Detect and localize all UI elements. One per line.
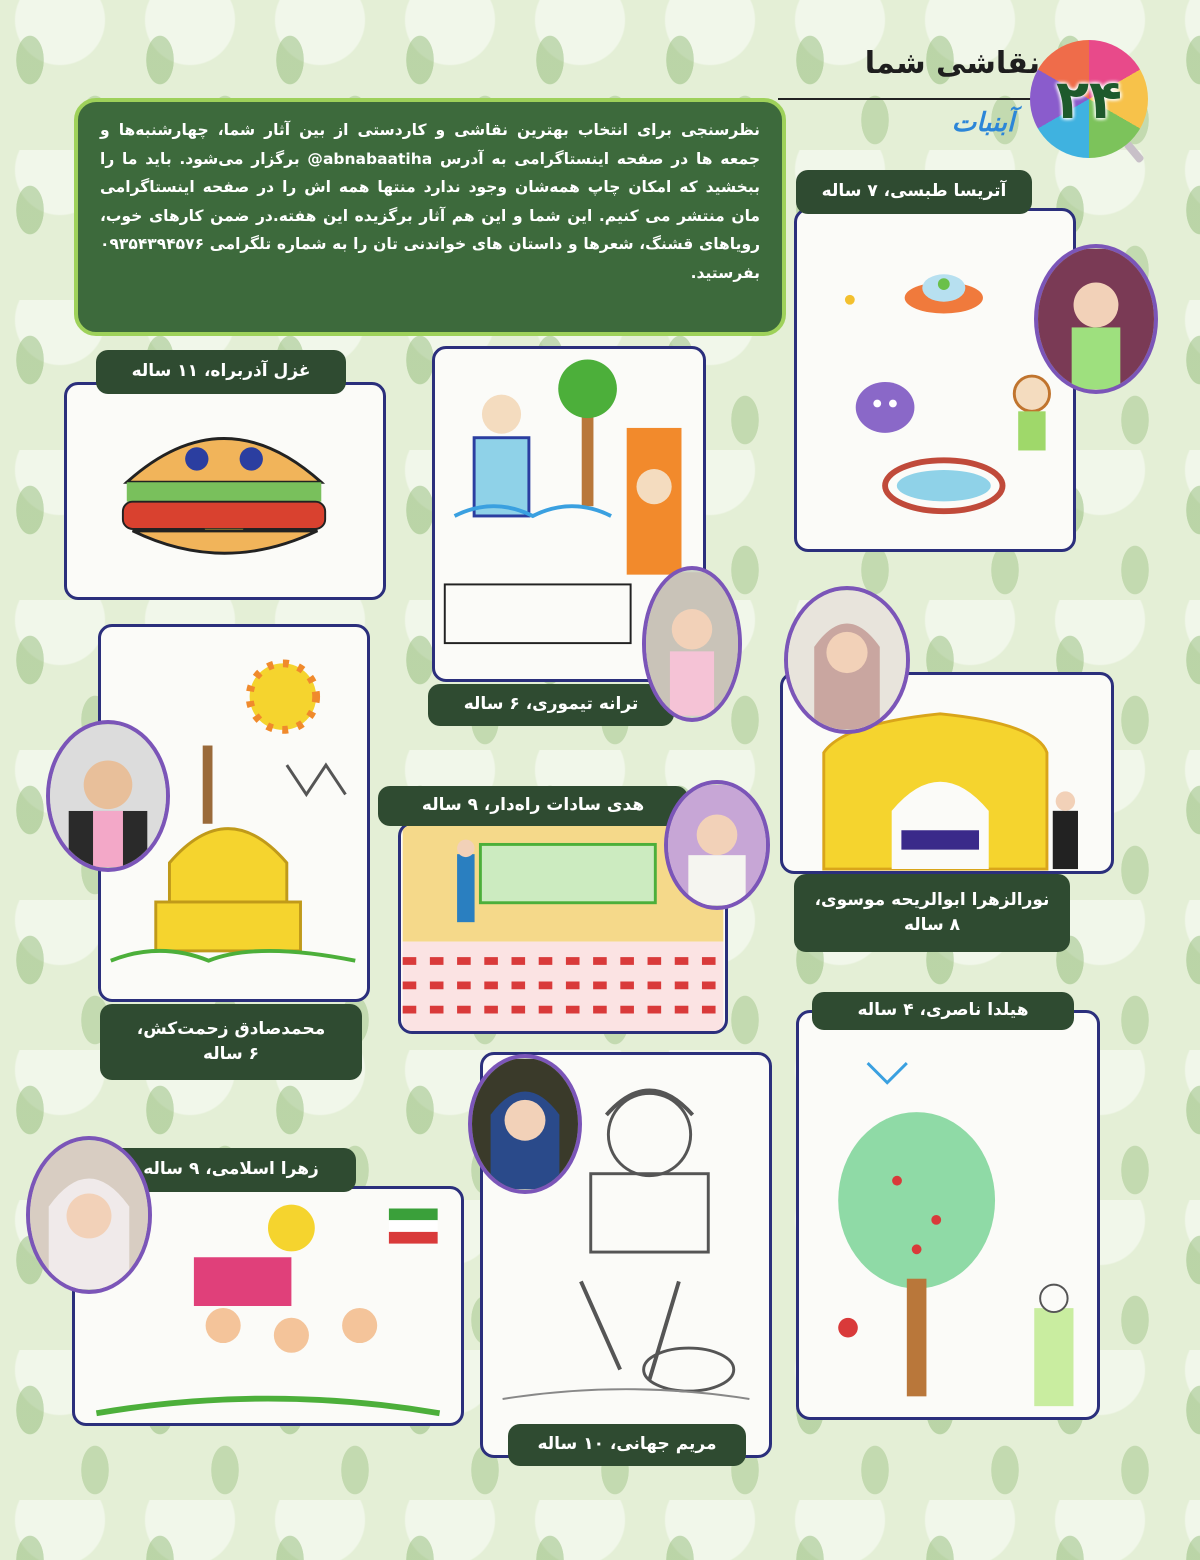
page-number: ۲۴ [1030,40,1148,158]
artist-label: هیلدا ناصری، ۴ ساله [812,992,1074,1030]
artist-age: ۶ ساله [202,1044,260,1064]
artist-label: زهرا اسلامی، ۹ ساله [106,1148,356,1192]
artist-age: ۸ ساله [903,915,961,935]
artist-label: هدی سادات راه‌دار، ۹ ساله [378,786,688,826]
page-title: نقاشی شما [864,46,1040,81]
artist-photo [46,720,170,872]
artist-photo [784,586,910,734]
drawing-frame [796,1010,1100,1420]
artist-photo [664,780,770,910]
artist-photo [642,566,742,722]
artist-label: آتریسا طبسی، ۷ ساله [796,170,1032,214]
title-underline [778,98,1068,100]
drawing-tree-rabbit [799,1013,1097,1417]
artist-label: ترانه تیموری، ۶ ساله [428,684,674,726]
artist-photo [1034,244,1158,394]
artist-photo [468,1054,582,1194]
artist-name: محمدصادق زحمت‌کش، [136,1018,326,1039]
intro-text-box: نظرسنجی برای انتخاب بهترین نقاشی و کاردستی از بین آثار شما، چهارشنبه‌ها و جمعه ها در صفحه اینستاگرامی به آدرس abnabaatiha@ برگزار می‌شود. باید ما را ببخشید که امکان چاپ همه‌شان وجود ندارد منتها همه اش را در صفحه اینستاگرامی مان منتشر می کنیم. این شما و این هم آثار برگزیده این هفته.در ضمن کارهای خوب، رویاهای قشنگ، شعرها و داستان های خواندنی تان را به شماره تلگرامی ۰۹۳۵۴۳۹۴۵۷۶ بفرستید. [74,98,786,336]
drawing-frame [64,382,386,600]
drawing-burger [67,385,383,597]
brand-logo: آبنبات [951,108,1015,138]
artist-label [100,1004,362,1080]
artist-label: مریم جهانی، ۱۰ ساله [508,1424,746,1466]
artist-label [794,874,1070,952]
artist-photo [26,1136,152,1294]
artist-label: غزل آذربراه، ۱۱ ساله [96,350,346,394]
artist-name: نورالزهرا ابوالریحه موسوی، [814,889,1050,910]
drawing-frame [794,208,1076,552]
drawing-spaceship-scene [797,211,1073,549]
